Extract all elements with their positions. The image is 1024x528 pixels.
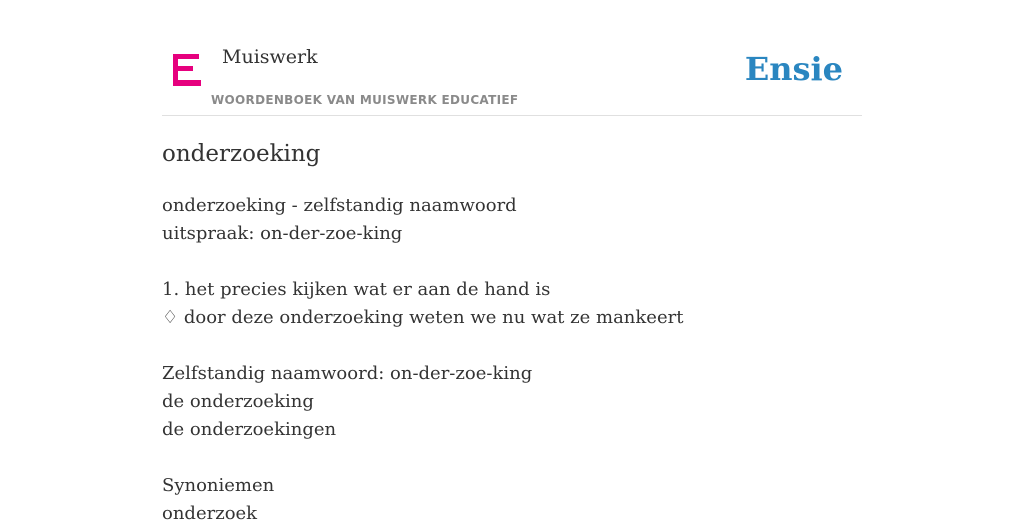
entry-line-spacer bbox=[162, 248, 862, 276]
site-subtitle: WOORDENBOEK VAN MUISWERK EDUCATIEF bbox=[211, 93, 519, 107]
entry-line-spacer bbox=[162, 332, 862, 360]
entry-line-example: ♢ door deze onderzoeking weten we nu wat ze mankeert bbox=[162, 307, 684, 328]
ensie-brand-link[interactable]: Ensie bbox=[744, 50, 843, 88]
entry-line-pronunciation: uitspraak: on-der-zoe-king bbox=[162, 223, 403, 244]
page-title: onderzoeking bbox=[162, 141, 321, 167]
site-header bbox=[162, 40, 862, 116]
entry-line-plural: de onderzoekingen bbox=[162, 419, 337, 440]
synonyms-heading: Synoniemen bbox=[162, 475, 275, 496]
entry-main bbox=[162, 138, 862, 528]
entry-body bbox=[162, 192, 862, 528]
entry-line-definition: 1. het precies kijken wat er aan de hand is bbox=[162, 279, 551, 300]
muiswerk-logo-icon[interactable] bbox=[173, 54, 201, 88]
entry-line-noun-syllables: Zelfstandig naamwoord: on-der-zoe-king bbox=[162, 363, 533, 384]
entry-line-word-class: onderzoeking - zelfstandig naamwoord bbox=[162, 195, 517, 216]
site-name[interactable]: Muiswerk bbox=[222, 46, 318, 68]
entry-line-singular: de onderzoeking bbox=[162, 391, 314, 412]
entry-line-spacer bbox=[162, 444, 862, 472]
synonym-item[interactable]: onderzoek bbox=[162, 503, 258, 524]
